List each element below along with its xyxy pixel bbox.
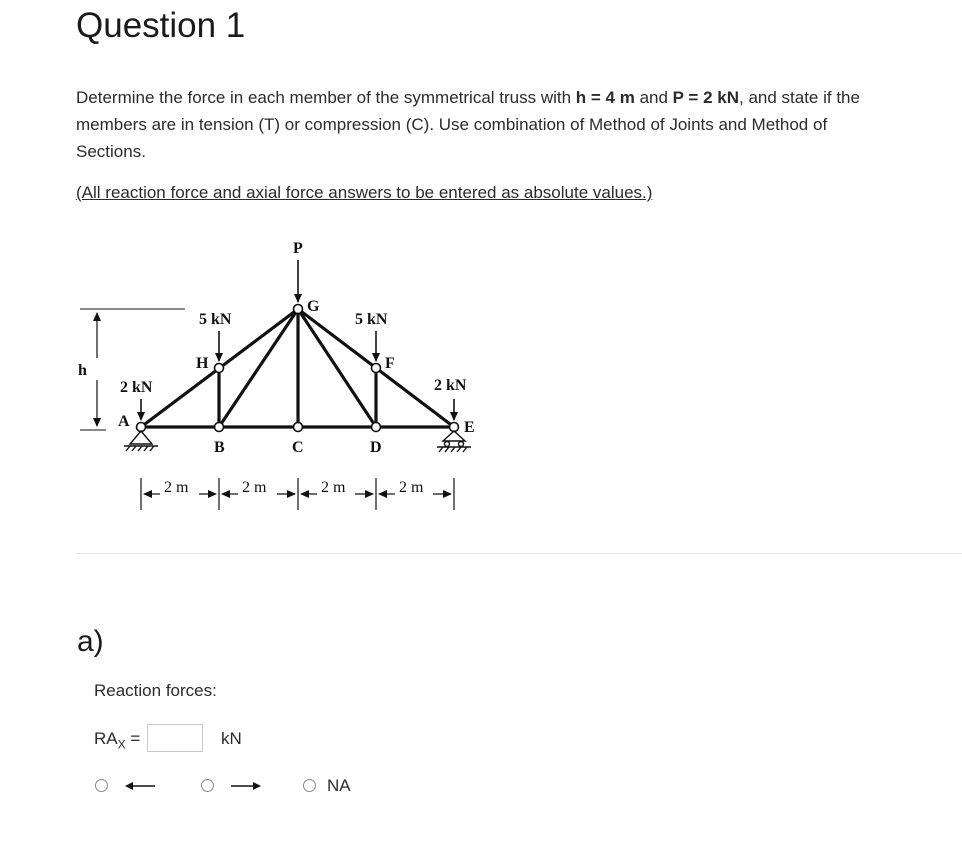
reaction-forces-label: Reaction forces: <box>94 681 217 700</box>
load-e-label: 2 kN <box>434 377 467 394</box>
direction-right-radio[interactable] <box>201 779 214 792</box>
part-a-label: a) <box>77 625 104 658</box>
joint-f <box>372 364 381 373</box>
p-value: P = 2 kN <box>672 88 739 107</box>
load-h-label: 5 kN <box>199 311 232 328</box>
joint-label-a: A <box>118 413 130 430</box>
joint-label-h: H <box>196 355 209 372</box>
joint-label-d: D <box>370 439 382 456</box>
question-text: Determine the force in each member of the symmetrical truss with h = 4 m and P = 2 kN, and state if the members are in tension (T) or compression (C). Use combination of Method of Joints and Method of Sections. <box>76 88 860 161</box>
joint-d <box>372 423 381 432</box>
joint-label-b: B <box>214 439 225 456</box>
left-arrow-icon <box>124 780 156 792</box>
right-arrow-icon <box>230 780 262 792</box>
load-p-label: P <box>293 240 303 257</box>
rax-unit: kN <box>221 729 242 748</box>
truss-figure <box>70 230 490 530</box>
height-label: h <box>78 362 87 379</box>
question-title: Question 1 <box>76 6 246 45</box>
joint-g <box>294 305 303 314</box>
pin-support-a <box>124 431 158 451</box>
rax-label: $RA_X$ = <box>94 729 141 752</box>
span-label-3: 2 m <box>321 479 346 496</box>
section-divider <box>76 553 962 554</box>
rax-subscript: X <box>117 737 126 752</box>
joint-c <box>294 423 303 432</box>
direction-na-radio[interactable] <box>303 779 316 792</box>
joint-label-e: E <box>464 419 475 436</box>
rax-input[interactable] <box>147 724 203 752</box>
load-f-label: 5 kN <box>355 311 388 328</box>
joint-label-c: C <box>292 439 304 456</box>
joint-label-f: F <box>385 355 395 372</box>
joint-label-g: G <box>307 298 320 315</box>
absolute-values-note: (All reaction force and axial force answers to be entered as absolute values.) <box>76 183 653 202</box>
na-label: NA <box>327 776 351 795</box>
joint-b <box>215 423 224 432</box>
span-label-4: 2 m <box>399 479 424 496</box>
span-label-1: 2 m <box>164 479 189 496</box>
direction-left-radio[interactable] <box>95 779 108 792</box>
h-value: h = 4 m <box>575 88 635 107</box>
span-label-2: 2 m <box>242 479 267 496</box>
joint-h <box>215 364 224 373</box>
truss-members <box>141 309 454 427</box>
load-a-label: 2 kN <box>120 379 153 396</box>
